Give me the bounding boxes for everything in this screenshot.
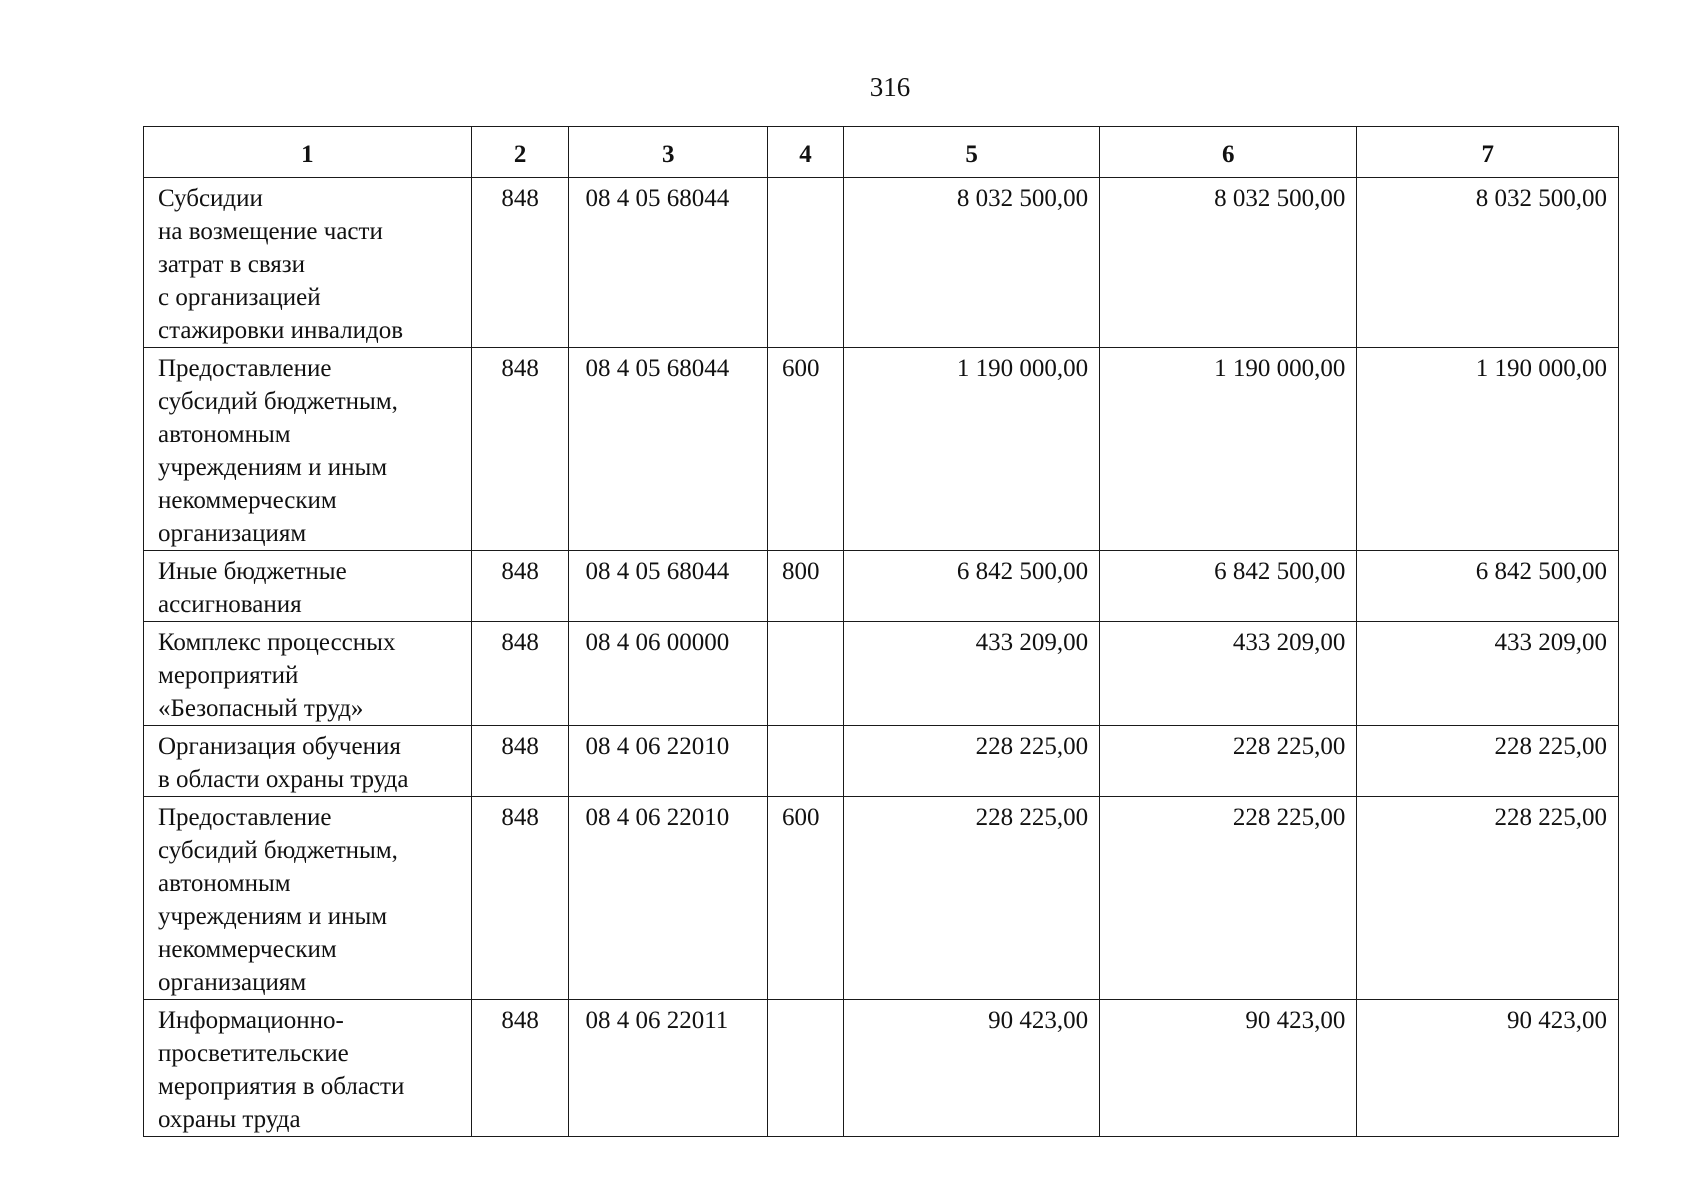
table-row — [144, 551, 1619, 622]
table-row — [144, 178, 1619, 348]
row-csr-code-cell: 08 4 06 22010 — [569, 726, 768, 797]
row-name-cell: Предоставление субсидий бюджетным, автономным учреждениям и иным некоммерческим организациям — [144, 348, 472, 551]
row-sum-col-6-cell: 228 225,00 — [1100, 726, 1357, 797]
row-ved-code-cell: 848 — [471, 1000, 569, 1137]
table-row — [144, 726, 1619, 797]
row-sum-col-7-cell: 90 423,00 — [1357, 1000, 1619, 1137]
header-cell-col-4: 4 — [768, 127, 844, 178]
row-sum-col-5-cell: 1 190 000,00 — [844, 348, 1100, 551]
row-sum-col-6-cell: 228 225,00 — [1100, 797, 1357, 1000]
header-cell-col-7: 7 — [1357, 127, 1619, 178]
row-csr-code-cell: 08 4 05 68044 — [569, 348, 768, 551]
row-sum-col-5-cell: 6 842 500,00 — [844, 551, 1100, 622]
row-name-cell: Иные бюджетные ассигнования — [144, 551, 472, 622]
row-name-cell: Предоставление субсидий бюджетным, автономным учреждениям и иным некоммерческим организациям — [144, 797, 472, 1000]
row-sum-col-7-cell: 6 842 500,00 — [1357, 551, 1619, 622]
row-name-cell: Субсидии на возмещение части затрат в связи с организацией стажировки инвалидов — [144, 178, 472, 348]
table-row — [144, 1000, 1619, 1137]
table-header — [144, 127, 1619, 178]
row-sum-col-7-cell: 228 225,00 — [1357, 797, 1619, 1000]
table-row — [144, 797, 1619, 1000]
row-csr-code-cell: 08 4 05 68044 — [569, 551, 768, 622]
row-sum-col-7-cell: 8 032 500,00 — [1357, 178, 1619, 348]
page-number: 316 — [869, 72, 911, 102]
row-ved-code-cell: 848 — [471, 348, 569, 551]
row-name-cell: Комплекс процессных мероприятий «Безопасный труд» — [144, 622, 472, 726]
row-sum-col-7-cell: 228 225,00 — [1357, 726, 1619, 797]
header-cell-col-1: 1 — [144, 127, 472, 178]
row-sum-col-7-cell: 433 209,00 — [1357, 622, 1619, 726]
header-cell-col-2: 2 — [471, 127, 569, 178]
row-ved-code-cell: 848 — [471, 797, 569, 1000]
header-cell-col-3: 3 — [569, 127, 768, 178]
row-vr-code-cell: 600 — [768, 797, 844, 1000]
row-sum-col-6-cell: 1 190 000,00 — [1100, 348, 1357, 551]
row-sum-col-6-cell: 8 032 500,00 — [1100, 178, 1357, 348]
table-row — [144, 622, 1619, 726]
row-csr-code-cell: 08 4 06 22011 — [569, 1000, 768, 1137]
row-csr-code-cell: 08 4 06 00000 — [569, 622, 768, 726]
row-vr-code-cell — [768, 1000, 844, 1137]
row-vr-code-cell: 800 — [768, 551, 844, 622]
header-row — [144, 127, 1619, 178]
budget-table — [143, 126, 1619, 1137]
header-cell-col-5: 5 — [844, 127, 1100, 178]
row-ved-code-cell: 848 — [471, 622, 569, 726]
row-csr-code-cell: 08 4 06 22010 — [569, 797, 768, 1000]
row-sum-col-5-cell: 90 423,00 — [844, 1000, 1100, 1137]
row-sum-col-6-cell: 433 209,00 — [1100, 622, 1357, 726]
row-csr-code-cell: 08 4 05 68044 — [569, 178, 768, 348]
row-sum-col-5-cell: 433 209,00 — [844, 622, 1100, 726]
row-sum-col-5-cell: 228 225,00 — [844, 797, 1100, 1000]
header-cell-col-6: 6 — [1100, 127, 1357, 178]
row-sum-col-6-cell: 90 423,00 — [1100, 1000, 1357, 1137]
row-sum-col-6-cell: 6 842 500,00 — [1100, 551, 1357, 622]
row-name-cell: Организация обучения в области охраны труда — [144, 726, 472, 797]
row-sum-col-5-cell: 8 032 500,00 — [844, 178, 1100, 348]
row-name-cell: Информационно- просветительские мероприятия в области охраны труда — [144, 1000, 472, 1137]
row-vr-code-cell: 600 — [768, 348, 844, 551]
table-row — [144, 348, 1619, 551]
row-vr-code-cell — [768, 726, 844, 797]
row-ved-code-cell: 848 — [471, 551, 569, 622]
row-ved-code-cell: 848 — [471, 178, 569, 348]
row-sum-col-5-cell: 228 225,00 — [844, 726, 1100, 797]
row-vr-code-cell — [768, 178, 844, 348]
table-body — [144, 178, 1619, 1137]
row-sum-col-7-cell: 1 190 000,00 — [1357, 348, 1619, 551]
row-ved-code-cell: 848 — [471, 726, 569, 797]
row-vr-code-cell — [768, 622, 844, 726]
